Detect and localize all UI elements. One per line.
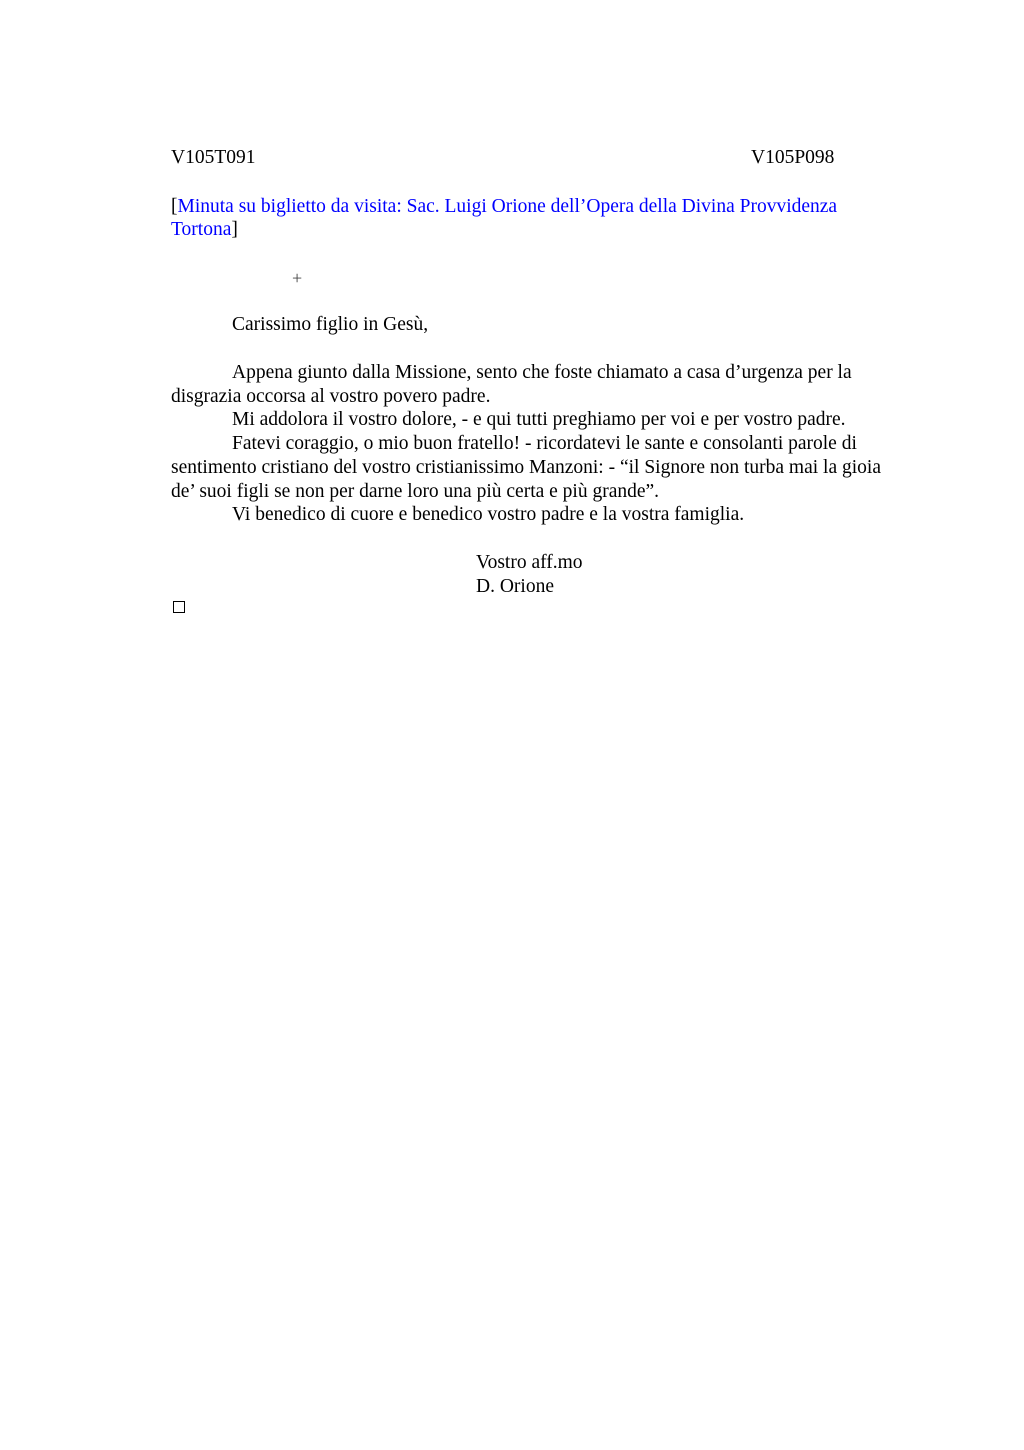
closing-line: Vostro aff.mo xyxy=(476,552,583,573)
body-paragraph-3-line-3: de’ suoi figli se non per darne loro una più certa e più grande”. xyxy=(171,481,660,502)
editorial-note-line-2 xyxy=(171,218,238,242)
body-paragraph-1-line-1: Appena giunto dalla Missione, sento che foste chiamato a casa d’urgenza per la xyxy=(232,362,852,383)
note-open-bracket: [ xyxy=(171,196,178,217)
note-text-1: Minuta su biglietto da visita: Sac. Luigi Orione dell’Opera della Divina Provvidenza xyxy=(177,196,838,217)
document-code-right: V105P098 xyxy=(751,147,835,168)
body-paragraph-1-line-2: disgrazia occorsa al vostro povero padre. xyxy=(171,386,491,407)
body-paragraph-2-line-1: Mi addolora il vostro dolore, - e qui tutti preghiamo per voi e per vostro padre. xyxy=(232,409,846,430)
body-paragraph-3-line-1: Fatevi coraggio, o mio buon fratello! - ricordatevi le sante e consolanti parole di xyxy=(232,433,857,454)
editorial-note-line-1 xyxy=(171,195,837,219)
empty-square-icon xyxy=(173,601,185,613)
body-paragraph-4-line-1: Vi benedico di cuore e benedico vostro padre e la vostra famiglia. xyxy=(232,504,745,525)
signature: D. Orione xyxy=(476,576,554,597)
document-code-left: V105T091 xyxy=(171,147,256,168)
salutation: Carissimo figlio in Gesù, xyxy=(232,314,429,335)
cross-mark: + xyxy=(292,268,303,288)
note-close-bracket: ] xyxy=(231,219,238,240)
body-paragraph-3-line-2: sentimento cristiano del vostro cristianissimo Manzoni: - “il Signore non turba mai la gioia xyxy=(171,457,881,478)
note-text-2: Tortona xyxy=(171,219,232,240)
